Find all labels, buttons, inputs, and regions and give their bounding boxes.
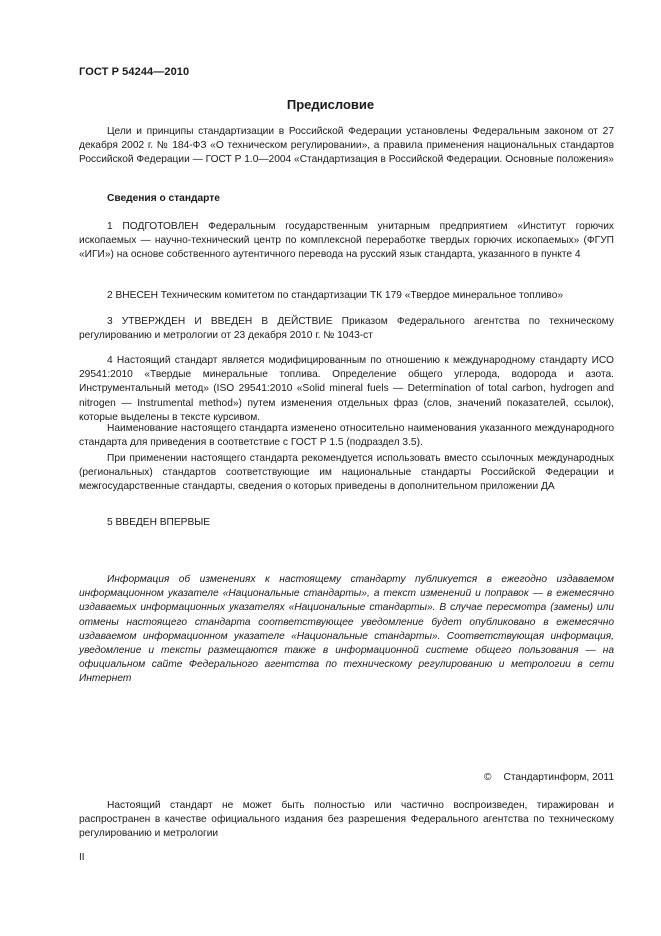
intro-paragraph: Цели и принципы стандартизации в Российской Федерации установлены Федеральным законом от 27 декабря 2002 г. № 184-ФЗ «О техническом регулировании», а правила применения национальных стандартов Российской Федерации — ГОСТ Р 1.0—2004 «Стандартизация в Российской Федерации. Основные положения»	[79, 126, 614, 166]
item-4-name-change: Наименование настоящего стандарта изменено относительно наименования указанного международного стандарта для приведения в соответствие с ГОСТ Р 1.5 (подраздел 3.5).	[79, 423, 614, 449]
item-1-prepared: 1 ПОДГОТОВЛЕН Федеральным государственным унитарным предприятием «Институт горючих ископаемых — научно-технический центр по комплексной переработке твердых горючих ископаемых» (ФГУП «ИГИ») на основе собственного аутентичного перевода на русский язык стандарта, указанного в пункте 4	[79, 221, 614, 261]
copyright-line	[484, 772, 614, 783]
item-4-modification: 4 Настоящий стандарт является модифицированным по отношению к международному стандарту ИСО 29541:2010 «Твердые минеральные топлива. Определение общего углерода, водорода и азота. Инструментальный метод» (ISO 29541:2010 «Solid mineral fuels — Determination of total carbon, hydrogen and nitrogen — Instrumental method») путем изменения отдельных фраз (слов, значений показателей, ссылок), которые выделены в тексте курсивом.	[79, 355, 614, 423]
reproduction-notice: Настоящий стандарт не может быть полностью или частично воспроизведен, тиражирован и распространен в качестве официального издания без разрешения Федерального агентства по техническому регулированию и метрологии	[79, 800, 614, 840]
page-title: Предисловие	[286, 97, 375, 112]
standard-id: ГОСТ Р 54244—2010	[79, 66, 190, 78]
item-3-approved: 3 УТВЕРЖДЕН И ВВЕДЕН В ДЕЙСТВИЕ Приказом Федерального агентства по техническому регулированию и метрологии от 23 декабря 2010 г. № 1043-ст	[79, 316, 614, 342]
copyright-symbol: ©	[483, 772, 492, 783]
info-heading: Сведения о стандарте	[107, 193, 220, 204]
page-number: II	[79, 852, 85, 863]
notice-paragraph: Информация об изменениях к настоящему стандарту публикуется в ежегодно издаваемом информационном указателе «Национальные стандарты», а текст изменений и поправок — в ежемесячно издаваемых информационных указателях «Национальные стандарты». В случае пересмотра (замены) или отмены настоящего стандарта соответствующее уведомление будет опубликовано в ежемесячно издаваемом информационном указателе «Национальные стандарты». Соответствующая информация, уведомление и тексты размещаются также в информационной системе общего пользования — на официальном сайте Федерального агентства по техническому регулированию и метрологии в сети Интернет	[79, 574, 614, 685]
item-2-submitted: 2 ВНЕСЕН Техническим комитетом по стандартизации ТК 179 «Твердое минеральное топливо»	[107, 290, 564, 301]
item-4-references: При применении настоящего стандарта рекомендуется использовать вместо ссылочных международных (региональных) стандартов соответствующие им национальные стандарты Российской Федерации и межгосударственные стандарты, сведения о которых приведены в дополнительном приложении ДА	[79, 453, 614, 493]
item-5-first-introduced: 5 ВВЕДЕН ВПЕРВЫЕ	[107, 517, 211, 528]
copyright-text: Стандартинформ, 2011	[503, 772, 614, 783]
